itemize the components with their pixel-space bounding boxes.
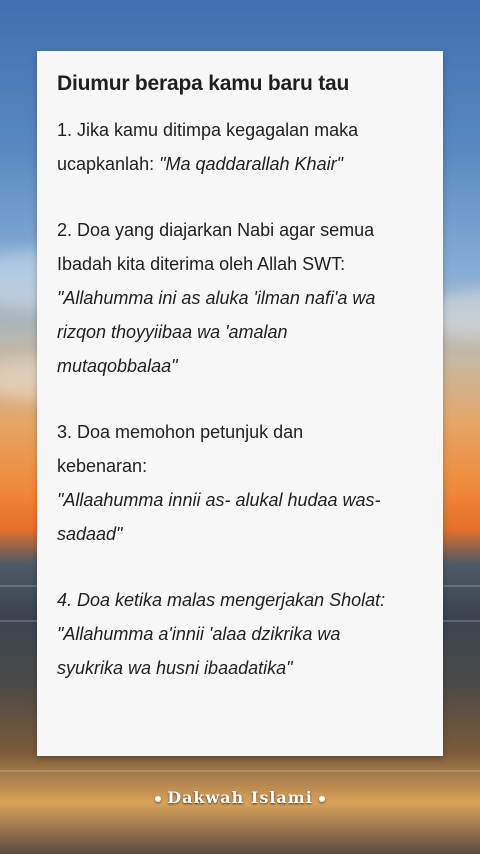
item-line: [57, 517, 425, 551]
bullet-icon: [319, 796, 325, 802]
item-line: [57, 349, 425, 383]
list-item: [57, 113, 425, 181]
item-text: "Allahumma ini as aluka 'ilman nafi'a wa: [57, 288, 376, 308]
item-line: [57, 483, 425, 517]
footer-brand: [0, 788, 480, 807]
item-text: 1. Jika kamu ditimpa kegagalan maka: [57, 120, 359, 140]
item-line: [57, 617, 425, 651]
content-card: [37, 51, 443, 756]
list-item: [57, 415, 425, 551]
list-item: [57, 213, 425, 383]
item-line: [57, 281, 425, 315]
item-quote: "Ma qaddarallah Khair": [159, 154, 343, 174]
item-line: [57, 415, 425, 449]
item-text: Ibadah kita diterima oleh Allah SWT:: [57, 254, 346, 274]
item-text: rizqon thoyyiibaa wa 'amalan: [57, 322, 288, 342]
item-text: 4. Doa ketika malas mengerjakan Sholat:: [57, 590, 386, 610]
item-text: mutaqobbalaa": [57, 356, 178, 376]
item-text: syukrika wa husni ibaadatika": [57, 658, 293, 678]
item-line: [57, 651, 425, 685]
item-line: [57, 247, 425, 281]
footer-label: Dakwah Islami: [167, 788, 313, 807]
sea-wave: [0, 770, 480, 772]
item-text: ucapkanlah:: [57, 154, 160, 174]
item-text: "Allahumma a'innii 'alaa dzikrika wa: [57, 624, 341, 644]
card-title: Diumur berapa kamu baru tau: [57, 72, 350, 95]
item-text: 2. Doa yang diajarkan Nabi agar semua: [57, 220, 375, 240]
item-text: 3. Doa memohon petunjuk dan: [57, 422, 304, 442]
list-item: [57, 583, 425, 685]
item-text: kebenaran:: [57, 456, 148, 476]
item-line: [57, 113, 425, 147]
bullet-icon: [155, 796, 161, 802]
item-list: [57, 113, 425, 685]
item-line: [57, 147, 425, 181]
item-line: [57, 449, 425, 483]
item-line: [57, 583, 425, 617]
item-line: [57, 213, 425, 247]
item-text: sadaad": [57, 524, 123, 544]
item-text: "Allaahumma innii as- alukal hudaa was-: [57, 490, 381, 510]
item-line: [57, 315, 425, 349]
